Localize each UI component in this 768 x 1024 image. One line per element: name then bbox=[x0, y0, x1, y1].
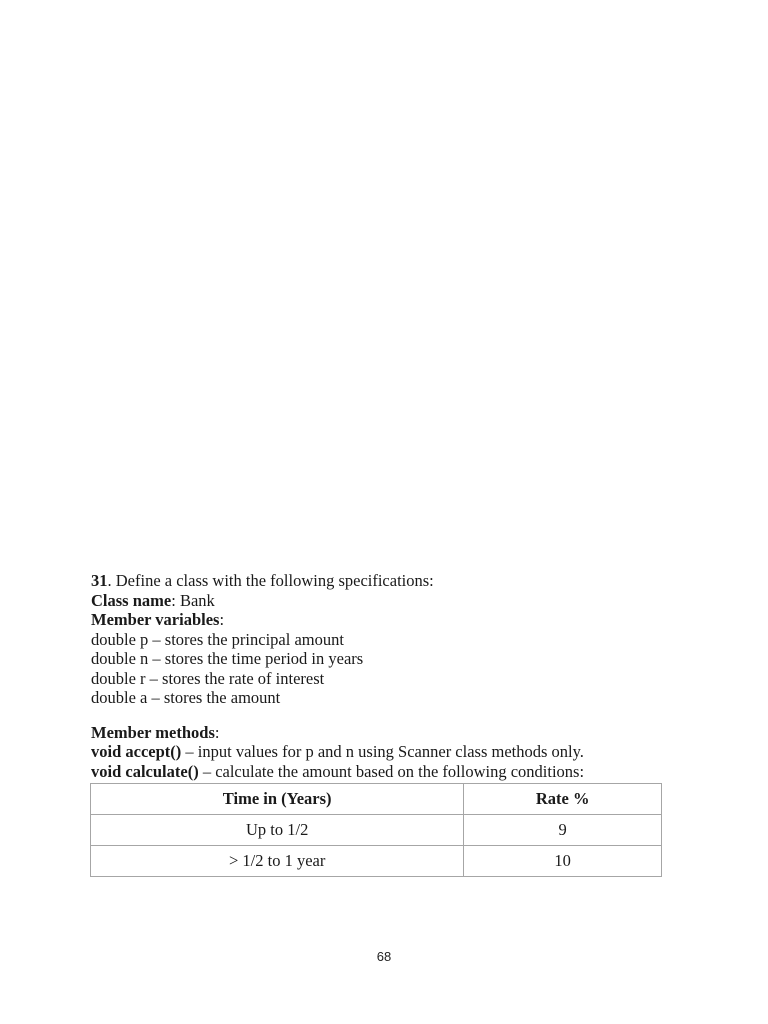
column-header-rate: Rate % bbox=[464, 784, 662, 815]
member-method-item bbox=[91, 742, 671, 762]
member-variable-item: double n – stores the time period in years bbox=[91, 649, 364, 668]
question-number-suffix: . bbox=[107, 571, 112, 590]
method-desc: – input values for p and n using Scanner class methods only. bbox=[181, 742, 584, 761]
class-name-sep: : bbox=[171, 590, 180, 610]
member-methods-label: Member methods bbox=[91, 722, 215, 742]
question-number: 31 bbox=[91, 571, 108, 590]
page-number: 68 bbox=[376, 949, 392, 964]
table-cell-rate: 10 bbox=[464, 846, 662, 877]
method-name: void accept() bbox=[91, 742, 182, 761]
member-variables-label: Member variables bbox=[91, 610, 220, 629]
table-header-row bbox=[91, 784, 662, 815]
method-name: void calculate() bbox=[91, 761, 199, 781]
table-cell-time: Up to 1/2 bbox=[91, 815, 464, 846]
question-intro: Define a class with the following specifications: bbox=[111, 571, 434, 590]
class-name-label: Class name bbox=[91, 590, 172, 610]
table-cell-rate: 9 bbox=[464, 815, 662, 846]
member-variable-item: double p – stores the principal amount bbox=[91, 629, 344, 649]
table-row bbox=[91, 846, 662, 877]
member-method-item bbox=[91, 762, 671, 782]
member-methods-sep: : bbox=[214, 722, 220, 742]
member-variables-sep: : bbox=[219, 610, 225, 629]
class-name-value: Bank bbox=[179, 590, 215, 610]
member-variable-item: double a – stores the amount bbox=[91, 688, 281, 707]
method-desc: – calculate the amount based on the following conditions: bbox=[198, 761, 585, 781]
question-block bbox=[91, 571, 671, 781]
question-heading bbox=[91, 571, 671, 591]
table-cell-time: > 1/2 to 1 year bbox=[91, 846, 464, 877]
column-header-time: Time in (Years) bbox=[91, 784, 464, 815]
member-variables-heading bbox=[91, 610, 671, 630]
rate-table bbox=[90, 783, 662, 877]
class-name-line bbox=[91, 591, 671, 611]
spacer bbox=[91, 708, 671, 723]
table-row bbox=[91, 815, 662, 846]
member-variable-item: double r – stores the rate of interest bbox=[91, 668, 325, 688]
member-methods-heading bbox=[91, 723, 671, 743]
